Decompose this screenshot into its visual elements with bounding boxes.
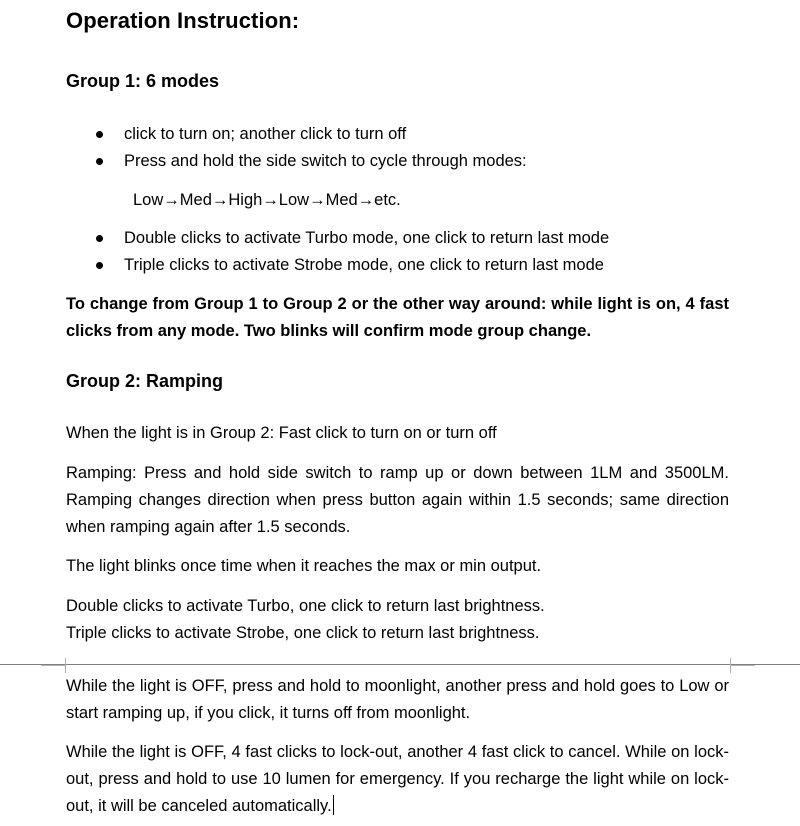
next-page-paragraph-2[interactable] [66,739,729,819]
next-page-paragraph-2-text: While the light is OFF, 4 fast clicks to lock-out, another 4 fast click to cancel. While on lock-out, press and hold to use 10 lumen for emergency. If you recharge the light while on lock-out, it will be canceled automatically. [66,743,729,815]
list-item: Double clicks to activate Turbo mode, one click to return last mode [66,225,746,252]
list-item: Press and hold the side switch to cycle through modes: [66,148,746,175]
group2-heading: Group 2: Ramping [66,371,223,391]
margin-corner-mark [41,665,66,673]
group2-paragraph-ramping: Ramping: Press and hold side switch to ramp up or down between 1LM and 3500LM. Ramping changes direction when press button again within 1.5 seconds; same direction when ramping again after 1.5 seconds. [66,464,729,536]
group-switch-note: To change from Group 1 to Group 2 or the other way around: while light is on, 4 fast clicks from any mode. Two blinks will confirm mode group change. [66,295,729,340]
list-item: Triple clicks to activate Strobe mode, one click to return last mode [66,252,746,279]
page-break-divider [0,664,800,665]
next-page-paragraph-1: While the light is OFF, press and hold to moonlight, another press and hold goes to Low or start ramping up, if you click, it turns off from moonlight. [66,677,729,722]
group1-bullet-list-b [66,225,746,279]
group1-bullet-list-a [66,121,746,175]
mode-sequence: Low→Med→High→Low→Med→etc. [133,191,401,209]
text-cursor [333,795,334,815]
page-title: Operation Instruction: [66,8,300,33]
group2-paragraph-4-line-2: Triple clicks to activate Strobe, one click to return last brightness. [66,624,540,642]
list-item: click to turn on; another click to turn off [66,121,746,148]
group1-heading: Group 1: 6 modes [66,71,220,91]
group2-paragraph-4-line-1: Double clicks to activate Turbo, one click to return last brightness. [66,597,545,615]
group2-paragraph-1: When the light is in Group 2: Fast click to turn on or turn off [66,424,497,442]
group2-paragraph-3: The light blinks once time when it reaches the max or min output. [66,557,542,575]
margin-corner-mark [730,665,755,673]
